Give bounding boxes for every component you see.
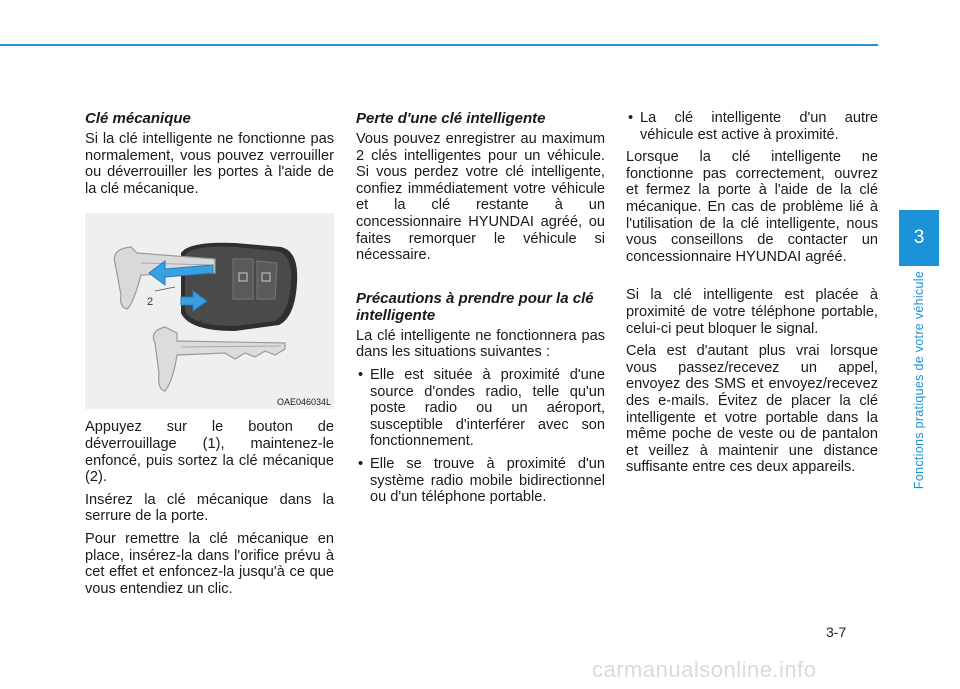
precautions-intro: La clé intelligente ne fonctionnera pas dans les situations suivantes : (356, 327, 605, 361)
unlock-button (257, 261, 277, 299)
column-1 (85, 110, 334, 603)
list-item: • La clé intelligente d'un autre véhicule est active à proximité. (626, 110, 878, 143)
precautions-list-continued (626, 110, 878, 143)
callout-2: 2 (147, 296, 154, 309)
precautions-list (356, 367, 605, 506)
mechanical-key-step1: Appuyez sur le bouton de déverrouillage (1), maintenez-le enfoncé, puis sortez la clé mécanique (2). (85, 419, 334, 486)
list-item: • Elle est située à proximité d'une source d'ondes radio, telle qu'un poste radio ou un aéroport, susceptible d'interférer avec son fonctionnement. (356, 367, 605, 450)
header-rule (0, 44, 878, 46)
column-2 (356, 110, 605, 512)
column-3 (626, 110, 878, 482)
figure-code: OAE046034L (276, 397, 331, 408)
page-number: 3-7 (826, 624, 847, 640)
list-item: • Elle se trouve à proximité d'un système radio mobile bidirectionnel ou d'un téléphone portable. (356, 456, 605, 506)
section-title-lost-key: Perte d'une clé intelligente (356, 110, 546, 127)
precautions-paragraph-2: Si la clé intelligente est placée à proximité de votre téléphone portable, celui-ci peut bloquer le signal. (626, 287, 878, 337)
mechanical-key-intro: Si la clé intelligente ne fonctionne pas normalement, vous pouvez verrouiller ou déverrouiller les portes à l'aide de la clé mécanique. (85, 131, 334, 197)
precautions-paragraph-3: Cela est d'autant plus vrai lorsque vous passez/recevez un appel, envoyez des SMS et envoyez/recevez des e-mails. Évitez de placer la clé intelligente et votre portable dans la même poche de veste ou de pantalon et veillez à maintenir une distance suffisante entre ces deux appareils. (626, 343, 878, 476)
watermark: carmanualsonline.info (592, 657, 817, 682)
precautions-paragraph-1: Lorsque la clé intelligente ne fonctionne pas correctement, ouvrez et fermez la porte à l'aide de la clé mécanique. En cas de problème lié à l'utilisation de la clé intelligente, nous vous conseillons de contacter un concessionnaire HYUNDAI agréé. (626, 149, 878, 265)
lock-button (233, 259, 253, 299)
chapter-tab: 3 (899, 210, 939, 266)
chapter-label: Fonctions pratiques de votre véhicule (912, 270, 926, 490)
mechanical-key-step3: Pour remettre la clé mécanique en place, insérez-la dans l'orifice prévu à cet effet et enfoncez-la jusqu'à ce que vous entendiez un clic. (85, 530, 334, 597)
callout-1: 1 (198, 318, 205, 331)
mechanical-key-bottom (153, 327, 285, 391)
section-title-mechanical-key: Clé mécanique (85, 110, 191, 127)
section-title-precautions: Précautions à prendre pour la clé intelligente (356, 289, 594, 324)
smart-key-illustration (85, 213, 334, 409)
smart-key-figure (85, 213, 334, 409)
lost-key-paragraph: Vous pouvez enregistrer au maximum 2 clés intelligentes pour un véhicule. Si vous perdez votre clé intelligente, confiez immédiatement votre véhicule et la clé restante à un concessionnaire HYUNDAI agréé, ou faites remorquer le véhicule si nécessaire. (356, 131, 605, 264)
mechanical-key-step2: Insérez la clé mécanique dans la serrure de la porte. (85, 491, 334, 525)
